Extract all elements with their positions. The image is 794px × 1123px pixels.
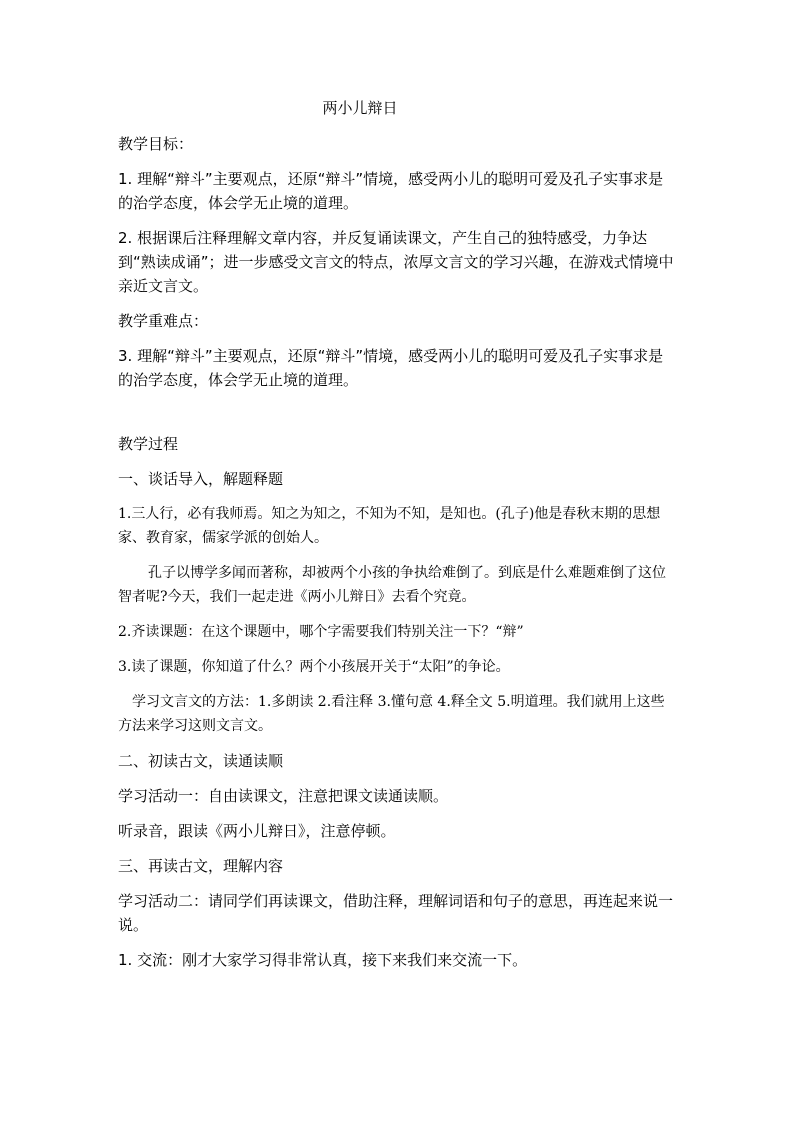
process-item-1: 1.三人行，必有我师焉。知之为知之，不知为不知，是知也。(孔子)他是春秋末期的思想家、教育家，儒家学派的创始人。 <box>118 506 661 546</box>
difficulty-3: 3. 理解“辩斗”主要观点，还原“辩斗”情境，感受两小儿的聪明可爱及孔子实事求是的治学态度，体会学无止境的道理。 <box>118 347 664 389</box>
study-methods: 学习文言文的方法：1.多朗读 2.看注释 3.懂句意 4.释全文 5.明道理。我们就用上这些方法来学习这则文言文。 <box>118 694 665 734</box>
heading-teaching-process: 教学过程 <box>118 435 179 453</box>
process-item-2: 2.齐读课题：在这个课题中，哪个字需要我们特别关注一下？“辩” <box>118 624 524 640</box>
goal-2: 2. 根据课后注释理解文章内容，并反复诵读课文，产生自己的独特感受，力争达到“熟读成诵”；进一步感受文言文的特点，浓厚文言文的学习兴趣，在游戏式情境中亲近文言文。 <box>118 229 674 295</box>
section-2-heading: 二、初读古文，读通读顺 <box>118 752 284 770</box>
process-item-1-continued: 孔子以博学多闻而著称，却被两个小孩的争执给难倒了。到底是什么难题难倒了这位智者呢?今天，我们一起走进《两小儿辩日》去看个究竟。 <box>118 565 666 605</box>
section-3-heading: 三、再读古文，理解内容 <box>118 857 284 875</box>
heading-teaching-goals: 教学目标： <box>118 135 194 153</box>
document-title: 两小儿辩日 <box>322 99 398 117</box>
heading-key-difficulties: 教学重难点： <box>118 312 209 330</box>
document-body <box>118 132 678 983</box>
process-item-3: 3.读了课题，你知道了什么？两个小孩展开关于“太阳”的争论。 <box>118 659 510 675</box>
activity-1: 学习活动一：自由读课文，注意把课文读通读顺。 <box>118 787 449 805</box>
goal-1: 1. 理解“辩斗”主要观点，还原“辩斗”情境，感受两小儿的聪明可爱及孔子实事求是的治学态度，体会学无止境的道理。 <box>118 170 664 212</box>
listen-recording: 听录音，跟读《两小儿辩日》，注意停顿。 <box>118 822 396 840</box>
section-1-heading: 一、谈话导入，解题释题 <box>118 470 284 488</box>
exchange-1: 1. 交流：刚才大家学习得非常认真，接下来我们来交流一下。 <box>118 951 528 969</box>
activity-2: 学习活动二：请同学们再读课文，借助注释，理解词语和句子的意思，再连起来说一说。 <box>118 892 674 934</box>
